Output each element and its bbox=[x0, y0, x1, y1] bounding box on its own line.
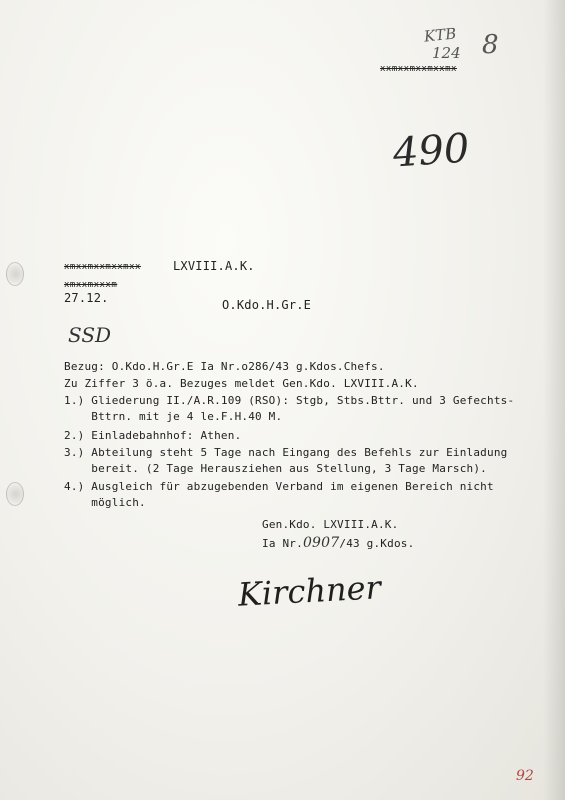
handwritten-reference-number: 0907 bbox=[302, 535, 340, 551]
punch-hole-bottom bbox=[6, 482, 24, 506]
corps-designation: LXVIII.A.K. bbox=[173, 259, 255, 273]
ktb-stamp: KTB bbox=[423, 24, 458, 46]
handwritten-signature: Kirchner bbox=[237, 568, 382, 614]
struck-line-1: xmxxmxxmxxmxx bbox=[64, 262, 141, 272]
body-line-6: 3.) Abteilung steht 5 Tage nach Eingang des Befehls zur Einladung bbox=[64, 446, 508, 459]
body-line-7: bereit. (2 Tage Herausziehen aus Stellung, 3 Tage Marsch). bbox=[64, 462, 487, 475]
struck-line-2: xmxxmxxxm bbox=[64, 280, 118, 290]
pencil-page-mark: 8 bbox=[482, 30, 499, 60]
archive-page-number: 92 bbox=[516, 768, 534, 784]
body-line-5: 2.) Einladebahnhof: Athen. bbox=[64, 429, 242, 442]
date: 27.12. bbox=[64, 291, 109, 305]
body-line-3: 1.) Gliederung II./A.R.109 (RSO): Stgb, Stbs.Bttr. und 3 Gefechts- bbox=[64, 394, 515, 407]
ktb-number: 124 bbox=[432, 44, 461, 62]
body-line-9: möglich. bbox=[64, 496, 146, 509]
reference-prefix: Ia Nr. bbox=[262, 537, 303, 550]
recipient: O.Kdo.H.Gr.E bbox=[222, 298, 312, 312]
punch-hole-top bbox=[6, 262, 24, 286]
handwritten-page-number: 490 bbox=[391, 125, 471, 177]
body-line-1: Bezug: O.Kdo.H.Gr.E Ia Nr.o286/43 g.Kdos.Chefs. bbox=[64, 360, 385, 373]
page-edge-shadow bbox=[543, 0, 565, 800]
body-line-4: Bttrn. mit je 4 le.F.H.40 M. bbox=[64, 410, 283, 423]
body-line-8: 4.) Ausgleich für abzugebenden Verband im eigenen Bereich nicht bbox=[64, 480, 494, 493]
reference-suffix: /43 g.Kdos. bbox=[339, 537, 415, 550]
struck-heading: xxmxxmxxmxxmx bbox=[380, 64, 457, 74]
body-line-2: Zu Ziffer 3 ö.a. Bezuges meldet Gen.Kdo. LXVIII.A.K. bbox=[64, 377, 419, 390]
handwritten-reference: SSD bbox=[68, 323, 112, 347]
reference-number-line bbox=[262, 536, 414, 551]
issuer-line: Gen.Kdo. LXVIII.A.K. bbox=[262, 518, 399, 531]
